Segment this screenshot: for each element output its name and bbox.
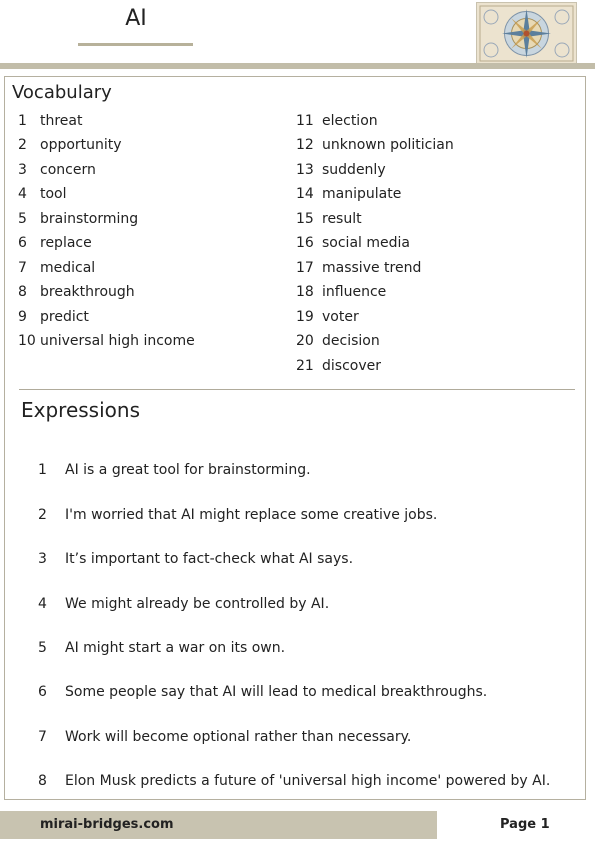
vocab-word: predict bbox=[40, 309, 89, 325]
vocab-word: massive trend bbox=[322, 260, 422, 276]
vocab-number: 3 bbox=[18, 162, 27, 178]
vocab-word: discover bbox=[322, 358, 381, 374]
page-title: AI bbox=[125, 6, 147, 31]
expressions-heading: Expressions bbox=[21, 398, 140, 422]
vocab-number: 17 bbox=[296, 260, 314, 276]
expression-text: I'm worried that AI might replace some creative jobs. bbox=[65, 507, 438, 523]
expression-item bbox=[38, 729, 411, 745]
expression-number: 4 bbox=[38, 596, 47, 612]
vocab-item bbox=[18, 162, 96, 178]
vocab-item bbox=[296, 333, 380, 349]
vocab-number: 18 bbox=[296, 284, 314, 300]
expression-text: It’s important to fact-check what AI says. bbox=[65, 551, 354, 567]
vocab-word: decision bbox=[322, 333, 380, 349]
expression-number: 6 bbox=[38, 684, 47, 700]
vocab-item bbox=[296, 186, 401, 202]
vocab-item bbox=[18, 235, 92, 251]
vocab-word: breakthrough bbox=[40, 284, 135, 300]
compass-rose-art-icon bbox=[476, 2, 577, 65]
vocab-number: 8 bbox=[18, 284, 27, 300]
vocab-number: 7 bbox=[18, 260, 27, 276]
vocab-number: 15 bbox=[296, 211, 314, 227]
vocab-number: 11 bbox=[296, 113, 314, 129]
vocab-word: result bbox=[322, 211, 362, 227]
expression-number: 2 bbox=[38, 507, 47, 523]
vocab-word: unknown politician bbox=[322, 137, 454, 153]
vocabulary-heading: Vocabulary bbox=[12, 82, 112, 103]
header-bar bbox=[0, 63, 595, 69]
vocab-word: voter bbox=[322, 309, 359, 325]
vocab-item bbox=[296, 358, 381, 374]
vocab-word: manipulate bbox=[322, 186, 402, 202]
vocab-item bbox=[18, 211, 138, 227]
vocab-number: 9 bbox=[18, 309, 27, 325]
vocab-number: 4 bbox=[18, 186, 27, 202]
expression-number: 7 bbox=[38, 729, 47, 745]
vocab-item bbox=[296, 284, 386, 300]
vocab-item bbox=[18, 284, 135, 300]
vocab-word: suddenly bbox=[322, 162, 386, 178]
vocab-word: influence bbox=[322, 284, 387, 300]
vocab-number: 1 bbox=[18, 113, 27, 129]
vocab-number: 14 bbox=[296, 186, 314, 202]
vocab-word: medical bbox=[40, 260, 96, 276]
vocab-number: 10 bbox=[18, 333, 36, 349]
vocab-number: 16 bbox=[296, 235, 314, 251]
vocab-word: concern bbox=[40, 162, 96, 178]
vocab-item bbox=[296, 162, 386, 178]
vocab-word: social media bbox=[322, 235, 410, 251]
expression-number: 5 bbox=[38, 640, 47, 656]
vocab-word: election bbox=[322, 113, 378, 129]
expression-item bbox=[38, 596, 329, 612]
vocab-number: 20 bbox=[296, 333, 314, 349]
page-number: Page 1 bbox=[500, 817, 550, 832]
vocab-word: brainstorming bbox=[40, 211, 139, 227]
expression-number: 1 bbox=[38, 462, 47, 478]
vocab-item bbox=[296, 137, 454, 153]
expression-number: 8 bbox=[38, 773, 47, 789]
vocab-number: 21 bbox=[296, 358, 314, 374]
vocab-number: 2 bbox=[18, 137, 27, 153]
vocab-item bbox=[18, 309, 89, 325]
section-divider bbox=[19, 389, 575, 390]
footer-site-name: mirai-bridges.com bbox=[40, 817, 174, 832]
vocab-item bbox=[18, 186, 67, 202]
vocab-word: replace bbox=[40, 235, 92, 251]
expression-text: Some people say that AI will lead to medical breakthroughs. bbox=[65, 684, 488, 700]
expression-item bbox=[38, 640, 285, 656]
compass-rose-icon bbox=[477, 3, 576, 64]
expression-text: AI is a great tool for brainstorming. bbox=[65, 462, 311, 478]
vocab-number: 12 bbox=[296, 137, 314, 153]
vocab-word: tool bbox=[40, 186, 67, 202]
vocab-number: 13 bbox=[296, 162, 314, 178]
expression-text: Work will become optional rather than necessary. bbox=[65, 729, 412, 745]
expression-item bbox=[38, 462, 311, 478]
vocab-number: 19 bbox=[296, 309, 314, 325]
vocab-item bbox=[18, 260, 95, 276]
vocab-word: opportunity bbox=[40, 137, 122, 153]
expression-item bbox=[38, 684, 487, 700]
expression-number: 3 bbox=[38, 551, 47, 567]
vocab-item bbox=[18, 113, 83, 129]
vocab-item bbox=[296, 235, 410, 251]
expression-item bbox=[38, 507, 437, 523]
vocab-item bbox=[296, 309, 359, 325]
expression-item bbox=[38, 773, 550, 789]
vocab-number: 6 bbox=[18, 235, 27, 251]
expression-text: Elon Musk predicts a future of 'universal high income' powered by AI. bbox=[65, 773, 551, 789]
vocab-word: threat bbox=[40, 113, 83, 129]
vocab-item bbox=[18, 333, 195, 349]
expression-text: AI might start a war on its own. bbox=[65, 640, 286, 656]
vocab-item bbox=[296, 113, 378, 129]
title-underline bbox=[78, 43, 193, 46]
vocab-number: 5 bbox=[18, 211, 27, 227]
vocab-item bbox=[296, 260, 421, 276]
expression-text: We might already be controlled by AI. bbox=[65, 596, 330, 612]
expression-item bbox=[38, 551, 353, 567]
vocab-item bbox=[296, 211, 362, 227]
vocab-word: universal high income bbox=[40, 333, 195, 349]
vocab-item bbox=[18, 137, 122, 153]
